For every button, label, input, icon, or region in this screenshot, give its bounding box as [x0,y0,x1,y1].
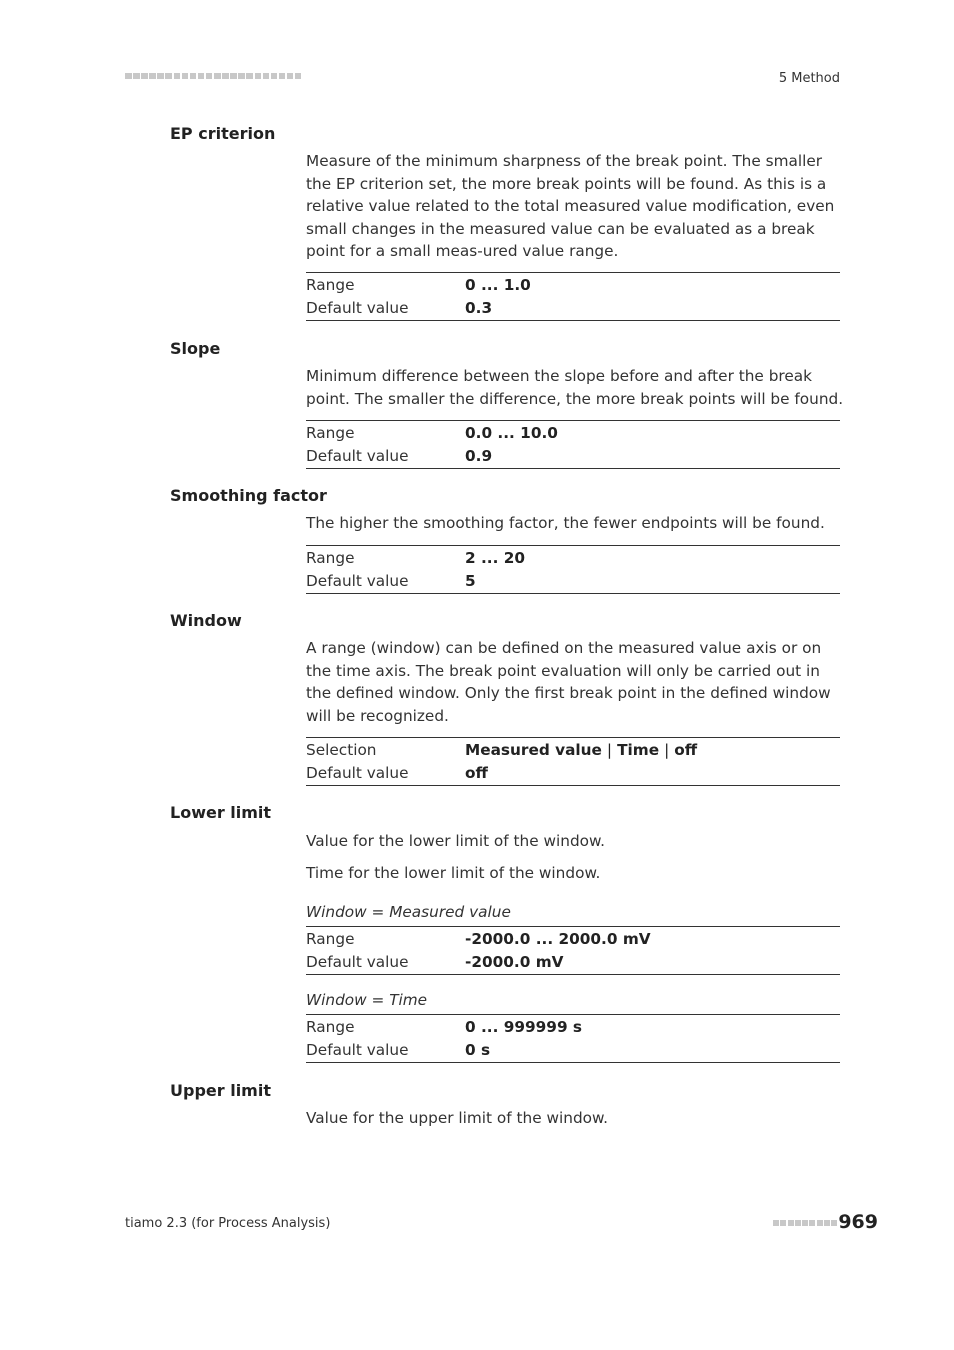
table-row [306,445,840,468]
row-value: -2000.0 ... 2000.0 mV [465,930,651,948]
footer-decoration [773,1220,839,1228]
row-label: Default value [306,298,409,317]
row-value [465,739,697,762]
section-title-lower-limit: Lower limit [170,803,272,822]
window-description: A range (window) can be defined on the measured value axis or on the time axis. The break point evaluation will only be carried out in the defined window. Only the first break point in the defined window will be recognized. [306,639,831,725]
section-title-smoothing-factor: Smoothing factor [170,486,327,505]
row-label: Default value [306,446,409,465]
lower-limit-description-time: Time for the lower limit of the window. [306,864,601,882]
row-value: 5 [465,571,476,590]
lower-limit-time-table [306,1014,840,1063]
row-value: 0.0 ... 10.0 [465,424,558,442]
table-row [306,762,840,785]
table-row [306,297,840,320]
row-value: 0 ... 1.0 [465,276,531,294]
caption-window-measured-value: Window = Measured value [306,903,511,921]
ep-criterion-table [306,272,840,321]
row-label: Default value [306,1040,409,1059]
footer-product: tiamo 2.3 (for Process Analysis) [125,1216,331,1231]
slope-table [306,420,840,469]
row-value: off [465,763,488,782]
section-title-slope: Slope [170,339,221,358]
smoothing-factor-description: The higher the smoothing factor, the fewer endpoints will be found. [306,514,825,532]
row-label: Default value [306,952,409,971]
row-value: 2 ... 20 [465,549,526,567]
table-row [306,1016,840,1039]
row-label: Range [306,1018,355,1036]
table-row [306,739,840,762]
section-title-ep-criterion: EP criterion [170,124,276,143]
row-label: Range [306,549,355,567]
smoothing-factor-table [306,545,840,594]
caption-window-time: Window = Time [306,991,428,1009]
table-row [306,1039,840,1062]
row-value: -2000.0 mV [465,952,564,971]
slope-description: Minimum difference between the slope before and after the break point. The smaller the difference, the more break points will be found. [306,367,844,408]
section-title-window: Window [170,611,242,630]
row-label: Range [306,930,355,948]
option-measured-value: Measured value [465,741,602,759]
row-value: 0.3 [465,298,493,317]
lower-limit-measured-table [306,926,840,975]
row-value: 0.9 [465,446,493,465]
option-separator: | [664,741,670,759]
upper-limit-description: Value for the upper limit of the window. [306,1109,608,1127]
option-separator: | [606,741,613,759]
table-row [306,951,840,974]
section-title-upper-limit: Upper limit [170,1081,271,1100]
row-label: Default value [306,571,409,590]
row-value: 0 s [465,1040,491,1059]
option-time: Time [617,741,660,759]
row-value: 0 ... 999999 s [465,1018,583,1036]
row-label: Range [306,276,355,294]
table-row [306,570,840,593]
row-label: Range [306,424,355,442]
page-number: 969 [838,1211,878,1233]
table-row [306,274,840,297]
window-table [306,737,840,786]
table-row [306,547,840,570]
option-off: off [674,741,698,759]
table-row [306,422,840,445]
lower-limit-description-value: Value for the lower limit of the window. [306,832,605,850]
table-row [306,928,840,951]
row-label: Default value [306,763,409,782]
row-label: Selection [306,741,377,759]
ep-criterion-description: Measure of the minimum sharpness of the break point. The smaller the EP criterion set, the more break points will be found. As this is a relative value related to the total measured value modification, even small changes in the measured value can be evaluated as a break point for a small meas-ured value range. [306,152,835,260]
chapter-header: 5 Method [778,71,840,86]
header-decoration [125,73,307,83]
